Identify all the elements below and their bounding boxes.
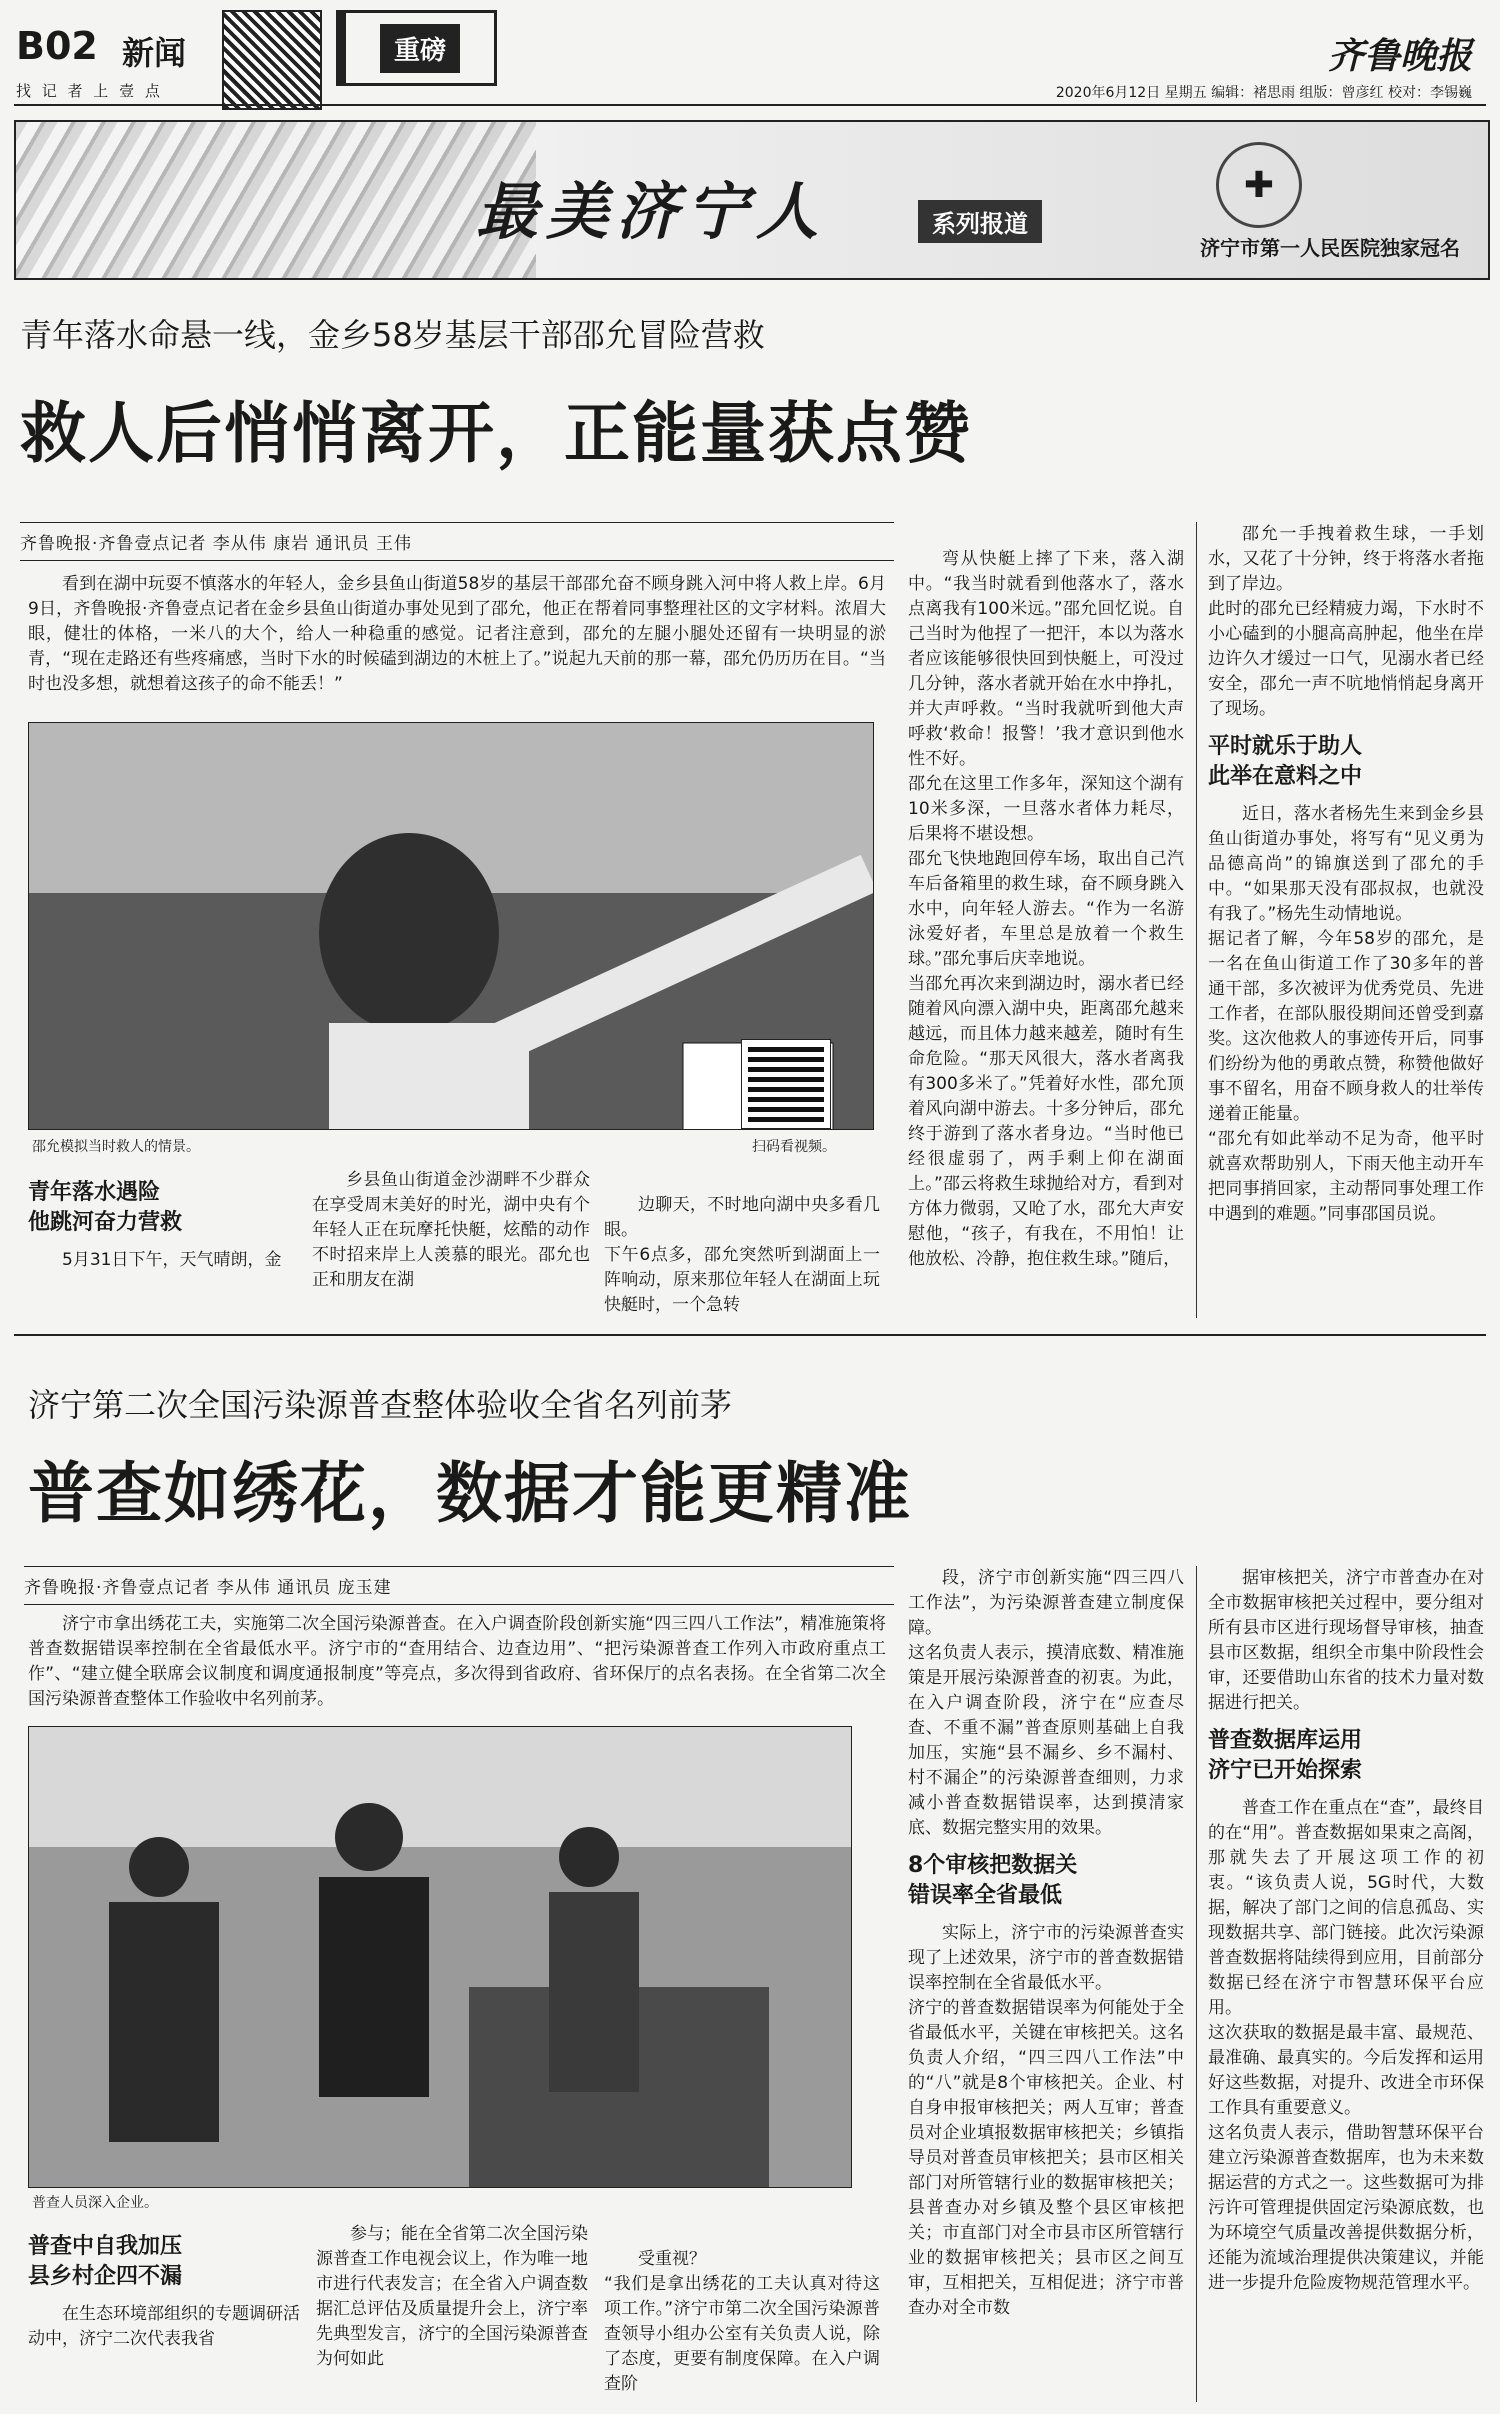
story1-col-right [1208, 522, 1484, 1318]
header-qr-code[interactable] [222, 10, 322, 110]
story1-headline: 救人后悄悄离开，正能量获点赞 [20, 395, 972, 472]
story1-photo-caption: 邵允模拟当时救人的情景。 [32, 1139, 200, 1155]
banner-swirl-graphic [16, 122, 536, 278]
story2-col-right-a-text: 据审核把关，济宁市普查办在对全市数据审核把关过程中，要分组对所有县市区进行现场督导审核，抽查县市区数据，组织全市集中阶段性会审，还要借助山东省的技术力量对数据进行把关。 [1208, 1568, 1484, 1713]
story1-lead: 看到在湖中玩耍不慎落水的年轻人，金乡县鱼山街道58岁的基层干部邵允奋不顾身跳入河中将人救上岸。6月9日，齐鲁晚报·齐鲁壹点记者在金乡县鱼山街道办事处见到了邵允，他正在帮着同事整理社区的文字材料。浓眉大眼，健壮的体格，一米八的大个，给人一种稳重的感觉。记者注意到，邵允的左腿小腿处还留有一块明显的淤青，“现在走路还有些疼痛感，当时下水的时候磕到湖边的木桩上了。”说起九天前的那一幕，邵允仍历历在目。“当时也没多想，就想着这孩子的命不能丢！” [28, 574, 886, 694]
story1-col-right-a-text: 邵允一手拽着救生球，一手划水，又花了十分钟，终于将落水者拖到了岸边。 此时的邵允已经精疲力竭，下水时不小心磕到的小腿高高肿起，他坐在岸边许久才缓过一口气，见溺水者已经安全，邵允一声不吭地悄悄起身离开了现场。 [1208, 524, 1484, 719]
story2-col2 [316, 2222, 588, 2402]
story2-col-mid-text: 段，济宁市创新实施“四三四八工作法”，为污染源普查建立制度保障。 这名负责人表示，摸清底数、精准施策是开展污染源普查的初衷。为此，在入户调查阶段，济宁在“应查尽查、不重不漏”普查原则基础上自我加压，实施“县不漏乡、乡不漏村、村不漏企”的污染源普查细则，力求减小普查数据错误率，达到摸清家底、数据完整实用的效果。 [908, 1568, 1184, 1838]
story1-col-mid-text: 弯从快艇上摔了下来，落入湖中。“我当时就看到他落水了，落水点离我有100米远。”邵允回忆说。自己当时为他捏了一把汗，本以为落水者应该能够很快回到快艇上，可没过几分钟，落水者就开始在水中挣扎，并大声呼救。“当时我就听到他大声呼救‘救命！报警！’我才意识到他水性不好。 邵允在这里工作多年，深知这个湖有10米多深，一旦落水者体力耗尽，后果将不堪设想。 邵允飞快地跑回停车场，取出自己汽车后备箱里的救生球，奋不顾身跳入水中，向年轻人游去。“作为一名游泳爱好者，车里总是放着一个救生球。”邵允事后庆幸地说。 当邵允再次来到湖边时，溺水者已经随着风向漂入湖中央，距离邵允越来越远，而且体力越来越差，随时有生命危险。“那天风很大，落水者离我有300多米了。”凭着好水性，邵允顶着风向湖中游去。十多分钟后，邵允终于游到了落水者身边。“当时他已经很虚弱了，两手剩上仰在湖面上。”邵云将救生球抛给对方，看到对方体力微弱，又呛了水，邵允大声安慰他，“孩子，有我在，不用怕！让他放松、冷静，抱住救生球。”随后， [908, 549, 1184, 1269]
story2-photo [28, 1726, 852, 2188]
feature-tag-label: 重磅 [380, 24, 460, 73]
story2-col1 [28, 2222, 300, 2402]
story1-col2-text: 乡县鱼山街道金沙湖畔不少群众在享受周末美好的时光，湖中央有个年轻人正在玩摩托快艇，炫酷的动作不时招来岸上人羡慕的眼光。邵允也正和朋友在湖 [312, 1170, 590, 1290]
story2-col-mid-b-text: 实际上，济宁市的污染源普查实现了上述效果，济宁市的普查数据错误率控制在全省最低水平。 济宁的普查数据错误率为何能处于全省最低水平，关键在审核把关。这名负责人介绍，“四三四八工作法”中的“八”就是8个审核把关。企业、村自身申报审核把关；两人互审；普查员对企业填报数据审核把关；乡镇指导员对普查员审核把关；县市区相关部门对所管辖行业的数据审核把关；县普查办对乡镇及整个县区审核把关；市直部门对全市县市区所管辖行业的数据审核把关；县市区之间互审，互相把关，互相促进；济宁市普查办对全市数 [908, 1923, 1184, 2318]
story1-col3-text: 边聊天，不时地向湖中央多看几眼。 下午6点多，邵允突然听到湖面上一阵响动，原来那位年轻人在湖面上玩快艇时，一个急转 [604, 1195, 880, 1315]
header-rule [14, 104, 1486, 106]
story1-col2 [312, 1168, 590, 1318]
story1-col-right-b-text: 近日，落水者杨先生来到金乡县鱼山街道办事处，将写有“见义勇为 品德高尚”的锦旗送到了邵允的手中。“如果那天没有邵叔叔，也就没有我了。”杨先生动情地说。 据记者了解，今年58岁的邵允，是一名在鱼山街道工作了30多年的普通干部，多次被评为优秀党员、先进工作者，在部队服役期间还曾受到嘉奖。这次他救人的事迹传开后，同事们纷纷为他的勇敢点赞，称赞他做好事不留名，用奋不顾身救人的壮举传递着正能量。 “邵允有如此举动不足为奇，他平时就喜欢帮助别人，下雨天他主动开车把同事捎回家，主动帮同事处理工作中遇到的难题。”同事邵国员说。 [1208, 804, 1484, 1224]
story2-byline: 齐鲁晚报·齐鲁壹点记者 李从伟 通讯员 庞玉建 [24, 1566, 894, 1605]
story2-subhead-1: 普查中自我加压 县乡村企四不漏 [28, 2234, 183, 2289]
story1-subhead-1: 青年落水遇险 他跳河奋力营救 [28, 1180, 183, 1235]
story2-col3 [604, 2222, 880, 2402]
paper-name: 齐鲁晚报 [1327, 35, 1472, 77]
hospital-logo-icon: ✚ [1216, 142, 1302, 228]
story2-lead: 济宁市拿出绣花工夫，实施第二次全国污染源普查。在入户调查阶段创新实施“四三四八工作法”，精准施策将普查数据错误率控制在全省最低水平。济宁市的“查用结合、边查边用”、“把污染源普查工作列入市政府重点工作”、“建立健全联席会议制度和调度通报制度”等亮点，多次得到省政府、省环保厅的点名表扬。在全省第二次全国污染源普查整体工作验收中名列前茅。 [28, 1614, 886, 1709]
story1-byline: 齐鲁晚报·齐鲁壹点记者 李从伟 康岩 通讯员 王伟 [20, 522, 894, 561]
series-label: 系列报道 [918, 200, 1042, 243]
story2-col1-text: 在生态环境部组织的专题调研活动中，济宁二次代表我省 [28, 2304, 300, 2349]
video-qr-code[interactable] [742, 1040, 830, 1128]
feature-tag [336, 10, 497, 86]
story2-col-mid [908, 1566, 1184, 2402]
story1-subhead-2: 平时就乐于助人 此举在意料之中 [1208, 734, 1363, 789]
series-banner [14, 120, 1490, 280]
banner-title: 最美济宁人 [476, 175, 827, 248]
story2-photo-image [29, 1727, 851, 2187]
section-name: 新闻 [122, 34, 187, 72]
story2-col2-text: 参与；能在全省第二次全国污染源普查工作电视会议上，作为唯一地市进行代表发言；在全省入户调查数据汇总评估及质量提升会上，济宁率先典型发言，济宁的全国污染源普查为何如此 [316, 2224, 588, 2369]
story2-subhead-2: 8个审核把数据关 错误率全省最低 [908, 1853, 1078, 1908]
story2-col3-text: 受重视？ “我们是拿出绣花的工夫认真对待这项工作。”济宁市第二次全国污染源普查领导小组办公室有关负责人说，除了态度，更要有制度保障。在入户调查阶 [604, 2249, 880, 2394]
header-tips: 找 记 者 上 壹 点 [16, 82, 163, 100]
sponsor-line: 济宁市第一人民医院独家冠名 [1200, 236, 1460, 260]
story1-qr-caption: 扫码看视频。 [752, 1139, 836, 1155]
story-separator [14, 1334, 1486, 1336]
story2-col-right [1208, 1566, 1484, 2402]
story2-subhead-3: 普查数据库运用 济宁已开始探索 [1208, 1728, 1363, 1783]
story1-col1 [28, 1168, 294, 1318]
story1-col1-text: 5月31日下午，天气晴朗，金 [62, 1250, 282, 1270]
page-number: B02 [16, 24, 98, 68]
story2-headline: 普查如绣花，数据才能更精准 [28, 1455, 912, 1532]
story2-kicker: 济宁第二次全国污染源普查整体验收全省名列前茅 [28, 1386, 733, 1424]
story1-kicker: 青年落水命悬一线，金乡58岁基层干部邵允冒险营救 [20, 316, 765, 354]
dateline: 2020年6月12日 星期五 编辑：褚思雨 组版：曾彦红 校对：李锡巍 [1055, 85, 1472, 101]
story1-col3 [604, 1168, 880, 1318]
story2-col-right-b-text: 普查工作在重点在“查”，最终目的在“用”。普查数据如果束之高阁，那就失去了开展这项工作的初衷。“该负责人说，5G时代，大数据，解决了部门之间的信息孤岛、实现数据共享、部门链接。此次污染源普查数据将陆续得到应用，目前部分数据已经在济宁市智慧环保平台应用。 这次获取的数据是最丰富、最规范、最准确、最真实的。今后发挥和运用好这些数据，对提升、改进全市环保工作具有重要意义。 这名负责人表示，借助智慧环保平台建立污染源普查数据库，也为未来数据运营的方式之一。这些数据可为排污许可管理提供固定污染源底数，也为环境空气质量改善提供数据分析，还能为流域治理提供决策建议，并能进一步提升危险废物规范管理水平。 [1208, 1798, 1484, 2293]
story1-col-mid [908, 522, 1184, 1318]
column-divider-2 [1196, 1566, 1197, 2402]
story2-photo-caption: 普查人员深入企业。 [32, 2195, 158, 2211]
column-divider [1196, 522, 1197, 1318]
